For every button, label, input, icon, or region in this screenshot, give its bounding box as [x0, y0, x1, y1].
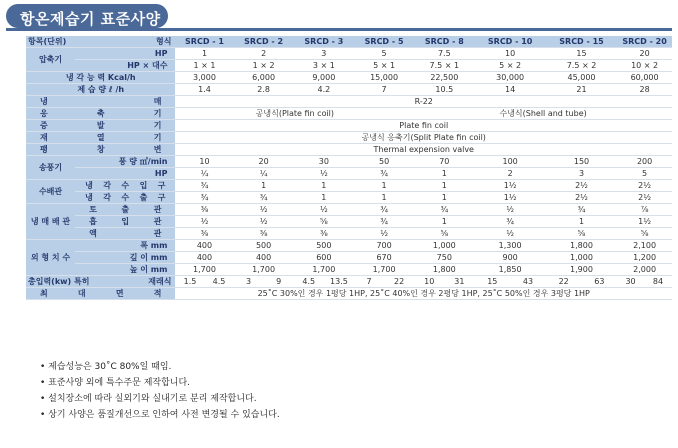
- spec-value: 3: [546, 168, 617, 180]
- row-label: 냉 각 수 입 구: [75, 180, 175, 192]
- note-item: • 제습성능은 30˚C 80%일 때임.: [40, 362, 172, 372]
- spec-value: ¾: [354, 204, 414, 216]
- spec-value: 1: [294, 192, 354, 204]
- spec-value: 1,850: [474, 264, 545, 276]
- header-type-label: 형식: [156, 37, 172, 46]
- spec-row-hp-count: [26, 60, 672, 72]
- spec-value: 5: [354, 48, 414, 60]
- spec-value: ½: [234, 216, 294, 228]
- spec-value: 1,900: [546, 264, 617, 276]
- spec-value: 1½: [617, 216, 672, 228]
- spec-value: 30: [617, 276, 644, 288]
- spec-value: 1,700: [234, 264, 294, 276]
- spec-value: 1: [414, 168, 474, 180]
- group-label-compressor: 압축기: [26, 48, 75, 72]
- spec-value: 1: [414, 180, 474, 192]
- spec-value: 3,000: [175, 72, 233, 84]
- spec-value: 1,300: [474, 240, 545, 252]
- row-label: HP: [75, 168, 175, 180]
- spec-row-discharge-pipe: [26, 204, 672, 216]
- spec-value: 1,700: [294, 264, 354, 276]
- spec-row-power: [26, 276, 672, 288]
- row-label: 최 대 면 적: [26, 288, 175, 300]
- spec-value: ½: [354, 228, 414, 240]
- spec-value: 200: [617, 156, 672, 168]
- spec-table: [26, 36, 672, 300]
- spec-value: 1: [546, 216, 617, 228]
- spec-value: 3: [294, 48, 354, 60]
- spec-value: ½: [474, 204, 545, 216]
- spec-value: 1: [175, 48, 233, 60]
- spec-value: 1: [234, 180, 294, 192]
- row-label: 냉 매: [26, 96, 175, 108]
- model-header: SRCD - 3: [294, 36, 354, 48]
- spec-row-refrigerant: [26, 96, 672, 108]
- spec-value: 1,700: [175, 264, 233, 276]
- spec-row-evaporator: [26, 120, 672, 132]
- spec-row-width: [26, 240, 672, 252]
- spec-value: ⅜: [175, 204, 233, 216]
- spec-value: 5: [617, 168, 672, 180]
- spec-value: 1,800: [414, 264, 474, 276]
- note-text: 표준사양 외에 특수주문 제작합니다.: [48, 378, 191, 388]
- model-header: SRCD - 15: [546, 36, 617, 48]
- spec-value: 공냉식 응축기(Split Plate fin coil): [175, 132, 672, 144]
- spec-row-suction-pipe: [26, 216, 672, 228]
- row-label: 액 관: [75, 228, 175, 240]
- spec-value: 1: [414, 216, 474, 228]
- spec-value: 500: [294, 240, 354, 252]
- spec-value: 1.4: [175, 84, 233, 96]
- notes-list: [40, 359, 280, 423]
- row-label: 냉 각 능 력 Kcal/h: [26, 72, 175, 84]
- spec-value: 70: [414, 156, 474, 168]
- spec-value: 400: [175, 240, 233, 252]
- note-text: 제습성능은 30˚C 80%일 때임.: [48, 362, 172, 372]
- spec-value: ¼: [234, 168, 294, 180]
- spec-value: ⅝: [294, 216, 354, 228]
- row-label: 풍 량 ㎥/min: [75, 156, 175, 168]
- spec-value: ¾: [175, 192, 233, 204]
- spec-value: 7: [354, 276, 384, 288]
- spec-value: 3 × 1: [294, 60, 354, 72]
- spec-value: ⅝: [546, 228, 617, 240]
- spec-value: 13.5: [324, 276, 354, 288]
- spec-value: 4.5: [294, 276, 324, 288]
- spec-value: 10: [474, 48, 545, 60]
- spec-value: 15,000: [354, 72, 414, 84]
- header-item-cell: [26, 36, 175, 48]
- spec-value: ½: [234, 204, 294, 216]
- spec-value: ½: [294, 168, 354, 180]
- header-item-label: 항목(단위): [28, 37, 67, 46]
- spec-value: 1 × 2: [234, 60, 294, 72]
- spec-value: ⅜: [294, 228, 354, 240]
- group-label-fan: 송풍기: [26, 156, 75, 180]
- spec-value: 1: [354, 180, 414, 192]
- spec-value: 750: [414, 252, 474, 264]
- spec-value: 9,000: [294, 72, 354, 84]
- row-label: 증 발 기: [26, 120, 175, 132]
- spec-row-reheater: [26, 132, 672, 144]
- spec-value: 30,000: [474, 72, 545, 84]
- spec-value: 1½: [474, 180, 545, 192]
- spec-value: 50: [354, 156, 414, 168]
- row-label: 토 출 관: [75, 204, 175, 216]
- spec-row-max-area: [26, 288, 672, 300]
- row-label-power: [26, 276, 175, 288]
- spec-value: 31: [444, 276, 474, 288]
- title-underline: [6, 28, 672, 31]
- spec-row-liquid-pipe: [26, 228, 672, 240]
- spec-value: 30: [294, 156, 354, 168]
- spec-value: ¾: [354, 216, 414, 228]
- spec-value: 100: [474, 156, 545, 168]
- row-label: 팽 창 변: [26, 144, 175, 156]
- spec-value: ½: [175, 216, 233, 228]
- spec-value: ¾: [474, 216, 545, 228]
- spec-value: 6,000: [234, 72, 294, 84]
- spec-value: 1: [354, 192, 414, 204]
- row-label: 냉 각 수 출 구: [75, 192, 175, 204]
- spec-value: ½: [474, 228, 545, 240]
- spec-value: 2: [474, 168, 545, 180]
- spec-value: 20: [617, 48, 672, 60]
- spec-value: 10: [175, 156, 233, 168]
- spec-value: 2½: [617, 180, 672, 192]
- spec-value: ¾: [546, 204, 617, 216]
- spec-value: ¾: [414, 204, 474, 216]
- spec-value: 700: [354, 240, 414, 252]
- spec-value: 21: [546, 84, 617, 96]
- spec-value: 15: [474, 276, 510, 288]
- spec-value: 25˚C 30%인 경우 1평당 1HP, 25˚C 40%인 경우 2평당 1HP, 25˚C 50%인 경우 3평당 1HP: [175, 288, 672, 300]
- row-label: 응 축 기: [26, 108, 175, 120]
- row-label: 흡 입 관: [75, 216, 175, 228]
- spec-value: 1,000: [414, 240, 474, 252]
- spec-value: 20: [234, 156, 294, 168]
- note-text: 상기 사양은 품질개선으로 인하여 사전 변경될 수 있습니다.: [48, 410, 280, 420]
- spec-value: 2½: [546, 180, 617, 192]
- spec-value: 1,200: [617, 252, 672, 264]
- spec-value: 7.5 × 2: [546, 60, 617, 72]
- spec-value: 2: [234, 48, 294, 60]
- spec-value: 43: [510, 276, 546, 288]
- group-label-water: 수배관: [26, 180, 75, 204]
- row-label: 재 열 기: [26, 132, 175, 144]
- spec-value: ½: [294, 204, 354, 216]
- spec-value: 1½: [474, 192, 545, 204]
- spec-value: 9: [264, 276, 294, 288]
- spec-value: 400: [234, 252, 294, 264]
- row-label: 높 이 mm: [75, 264, 175, 276]
- spec-value: ¾: [175, 180, 233, 192]
- note-item: • 표준사양 외에 특수주문 제작합니다.: [40, 378, 191, 388]
- spec-value: 1: [294, 180, 354, 192]
- spec-value: ¾: [234, 192, 294, 204]
- spec-value: ⅞: [617, 204, 672, 216]
- spec-value: 22: [384, 276, 414, 288]
- spec-value: ¼: [175, 168, 233, 180]
- spec-value: 3: [234, 276, 264, 288]
- spec-value: 60,000: [617, 72, 672, 84]
- spec-value: ⅜: [234, 228, 294, 240]
- row-label: 폭 mm: [75, 240, 175, 252]
- group-label-refrigerant-pipe: 냉 매 배 관: [26, 204, 75, 240]
- spec-value: 2,000: [617, 264, 672, 276]
- note-text: 설치장소에 따라 실외기와 실내기로 분리 제작합니다.: [48, 394, 257, 404]
- spec-value: 1,000: [546, 252, 617, 264]
- spec-value: ⅜: [175, 228, 233, 240]
- model-header: SRCD - 20: [617, 36, 672, 48]
- spec-value: 63: [582, 276, 618, 288]
- spec-value: 1,700: [354, 264, 414, 276]
- spec-value: 150: [546, 156, 617, 168]
- spec-value: 900: [474, 252, 545, 264]
- page-title: 항온제습기 표준사양: [20, 10, 161, 28]
- spec-row-cooling: [26, 72, 672, 84]
- power-label: 총입력(kw) 특히: [28, 277, 90, 286]
- spec-value: 2,100: [617, 240, 672, 252]
- spec-row-condenser: [26, 108, 672, 120]
- spec-row-dehumidification: [26, 84, 672, 96]
- spec-value: Plate fin coil: [175, 120, 672, 132]
- spec-value: ⅝: [617, 228, 672, 240]
- spec-row-airflow: [26, 156, 672, 168]
- spec-value: 2.8: [234, 84, 294, 96]
- model-header: SRCD - 5: [354, 36, 414, 48]
- spec-value: 공냉식(Plate fin coil): [175, 108, 414, 120]
- spec-value: ¾: [354, 168, 414, 180]
- spec-value: 84: [644, 276, 672, 288]
- spec-row-expansion: [26, 144, 672, 156]
- spec-value: 14: [474, 84, 545, 96]
- row-label: HP × 대수: [75, 60, 175, 72]
- spec-row-water-outlet: [26, 192, 672, 204]
- spec-value: 4.2: [294, 84, 354, 96]
- spec-value: 28: [617, 84, 672, 96]
- spec-value: 670: [354, 252, 414, 264]
- group-label-dimensions: 외 형 치 수: [26, 240, 75, 276]
- spec-value: 4.5: [204, 276, 233, 288]
- spec-value: Thermal expension valve: [175, 144, 672, 156]
- spec-value: 5 × 2: [474, 60, 545, 72]
- model-header: SRCD - 1: [175, 36, 233, 48]
- row-label: HP: [75, 48, 175, 60]
- spec-row-depth: [26, 252, 672, 264]
- spec-value: 400: [175, 252, 233, 264]
- spec-row-hp: [26, 48, 672, 60]
- spec-value: 1,800: [546, 240, 617, 252]
- title-badge: [6, 4, 168, 28]
- spec-value: 600: [294, 252, 354, 264]
- spec-value: 22: [546, 276, 582, 288]
- spec-value: 5 × 1: [354, 60, 414, 72]
- spec-row-fan-hp: [26, 168, 672, 180]
- spec-value: 7.5 × 1: [414, 60, 474, 72]
- spec-value: 7: [354, 84, 414, 96]
- header-row: [26, 36, 672, 48]
- spec-value: 500: [234, 240, 294, 252]
- spec-row-water-inlet: [26, 180, 672, 192]
- spec-value: 1.5: [175, 276, 204, 288]
- spec-value: 10.5: [414, 84, 474, 96]
- spec-value: ⅝: [414, 228, 474, 240]
- model-header: SRCD - 10: [474, 36, 545, 48]
- spec-value: 2½: [546, 192, 617, 204]
- spec-value: 2½: [617, 192, 672, 204]
- spec-value: 15: [546, 48, 617, 60]
- note-item: • 상기 사양은 품질개선으로 인하여 사전 변경될 수 있습니다.: [40, 410, 280, 420]
- row-label: 제 습 량 ℓ /h: [26, 84, 175, 96]
- power-label-conventional: 재래식: [148, 277, 172, 286]
- spec-value: 10: [414, 276, 444, 288]
- spec-value: 수냉식(Shell and tube): [414, 108, 672, 120]
- spec-value: 10 × 2: [617, 60, 672, 72]
- spec-value: 1: [414, 192, 474, 204]
- model-header: SRCD - 8: [414, 36, 474, 48]
- spec-value: 45,000: [546, 72, 617, 84]
- spec-row-height: [26, 264, 672, 276]
- spec-value: 22,500: [414, 72, 474, 84]
- spec-value: 7.5: [414, 48, 474, 60]
- spec-value: 1 × 1: [175, 60, 233, 72]
- spec-value: R-22: [175, 96, 672, 108]
- row-label: 깊 이 mm: [75, 252, 175, 264]
- note-item: • 설치장소에 따라 실외기와 실내기로 분리 제작합니다.: [40, 394, 257, 404]
- model-header: SRCD - 2: [234, 36, 294, 48]
